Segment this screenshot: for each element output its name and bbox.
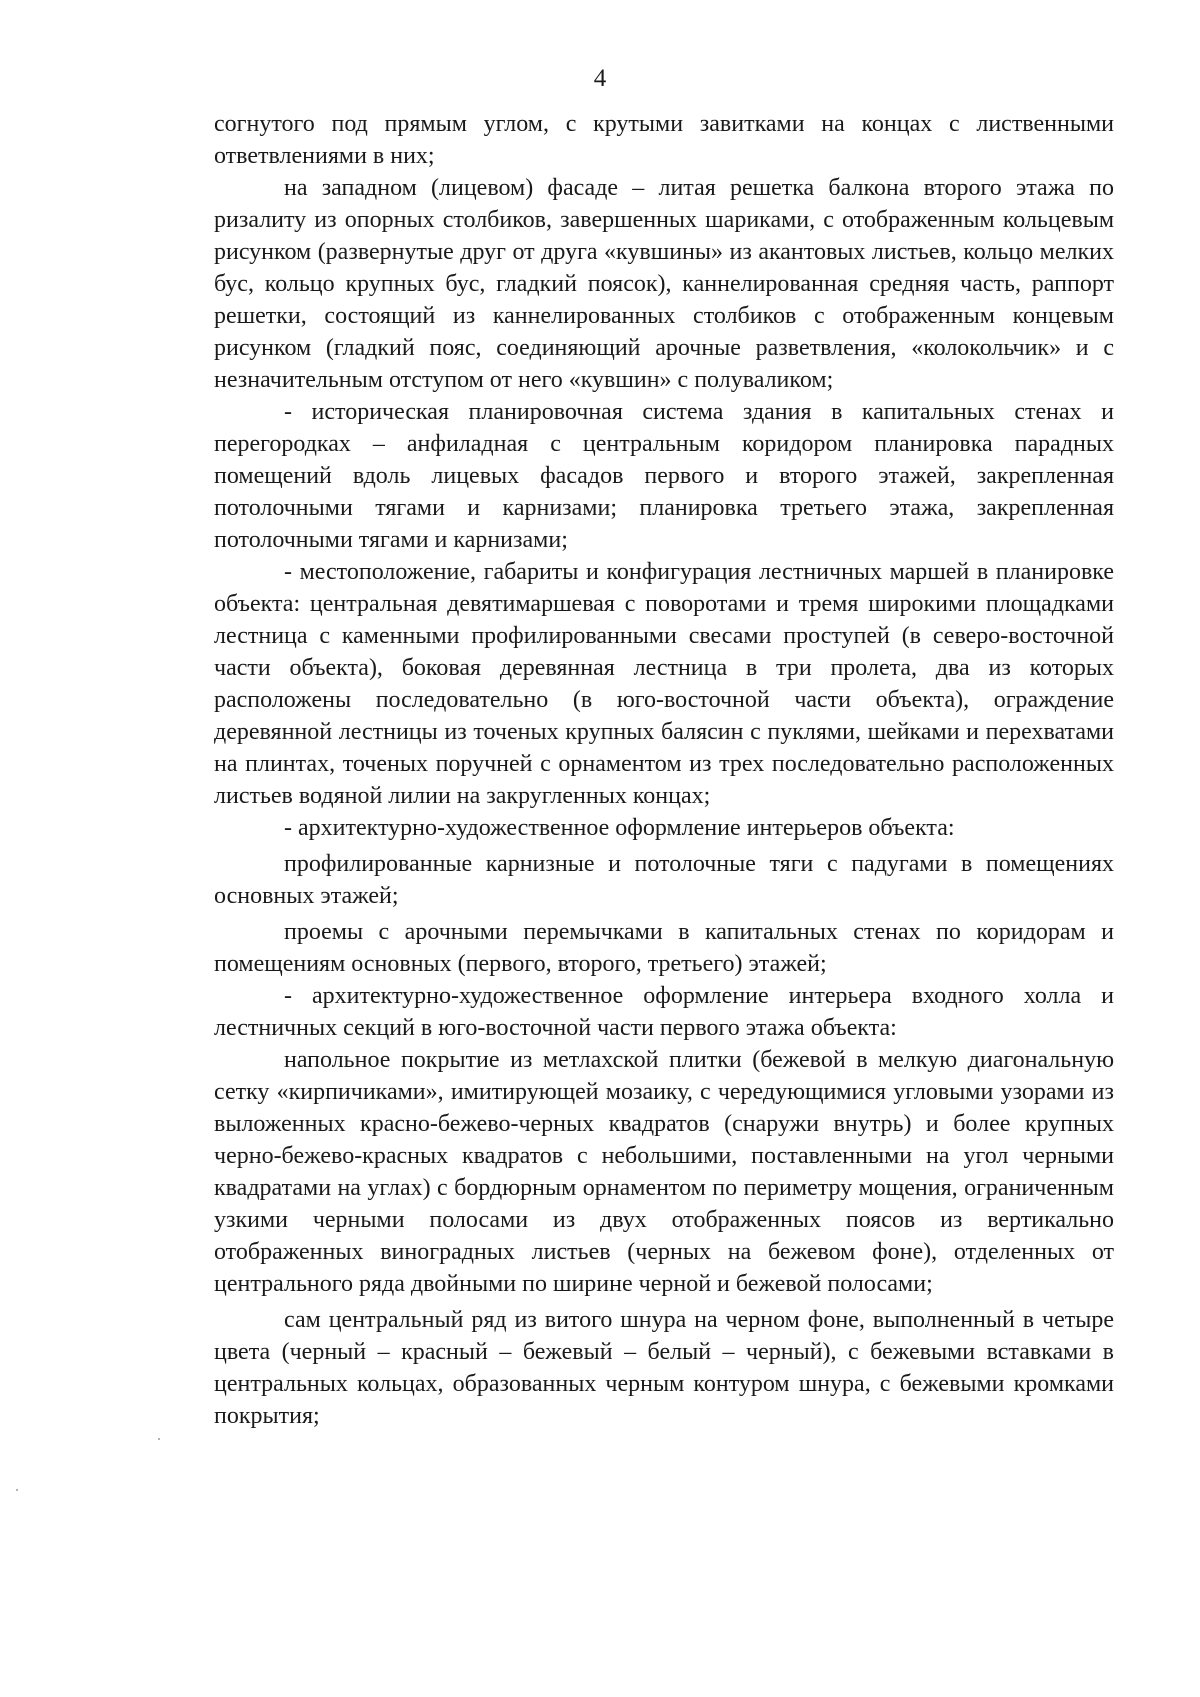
paragraph-7: проемы с арочными перемычками в капитальных стенах по коридорам и помещениям основных (первого, второго, третьего) этажей;: [214, 919, 1114, 977]
paragraph-2: на западном (лицевом) фасаде – литая решетка балкона второго этажа по ризалиту из опорных столбиков, завершенных шариками, с отображенным кольцевым рисунком (развернутые друг от друга «кувшины» из акантовых листьев, кольцо мелких бус, кольцо крупных бус, гладкий поясок), каннелированная средняя часть, раппорт решетки, состоящий из каннелированных столбиков с отображенным концевым рисунком (гладкий пояс, соединяющий арочные разветвления, «колокольчик» и с незначительным отступом от него «кувшин» с полуваликом;: [214, 175, 1114, 393]
paragraph-10: сам центральный ряд из витого шнура на черном фоне, выполненный в четыре цвета (черный – красный – бежевый – белый – черный), с бежевыми вставками в центральных кольцах, образованных черным контуром шнура, с бежевыми кромками покрытия;: [214, 1307, 1114, 1429]
paragraph-9: напольное покрытие из метлахской плитки (бежевой в мелкую диагональную сетку «кирпичиками», имитирующей мозаику, с чередующимися угловыми узорами из выложенных красно-бежево-черных квадратов (снаружи внутрь) и более крупных черно-бежево-красных квадратов с небольшими, поставленными на угол черными квадратами на углах) с бордюрным орнаментом по периметру мощения, ограниченным узкими черными полосами из двух отображенных поясов из вертикально отображенных виноградных листьев (черных на бежевом фоне), отделенных от центрального ряда двойными по ширине черной и бежевой полосами;: [214, 1047, 1114, 1297]
scan-speck: [158, 1438, 160, 1440]
paragraph-4: - местоположение, габариты и конфигурация лестничных маршей в планировке объекта: центральная девятимаршевая с поворотами и тремя широкими площадками лестница с каменными профилированными свесами проступей (в северо-восточной части объекта), боковая деревянная лестница в три пролета, два из которых расположены последовательно (в юго-восточной части объекта), ограждение деревянной лестницы из точеных крупных балясин с пуклями, шейками и перехватами на плинтах, точеных поручней с орнаментом из трех последовательно расположенных листьев водяной лилии на закругленных концах;: [214, 559, 1114, 809]
paragraph-3: - историческая планировочная система здания в капитальных стенах и перегородках – анфиладная с центральным коридором планировка парадных помещений вдоль лицевых фасадов первого и второго этажей, закрепленная потолочными тягами и карнизами; планировка третьего этажа, закрепленная потолочными тягами и карнизами;: [214, 399, 1114, 553]
paragraph-6: профилированные карнизные и потолочные тяги с падугами в помещениях основных этажей;: [214, 851, 1114, 909]
paragraph-5: - архитектурно-художественное оформление интерьеров объекта:: [284, 815, 955, 841]
paragraph-8: - архитектурно-художественное оформление интерьера входного холла и лестничных секций в юго-восточной части первого этажа объекта:: [214, 983, 1114, 1041]
paragraph-1: согнутого под прямым углом, с крутыми завитками на концах с лиственными ответвлениями в них;: [214, 111, 1114, 169]
scan-speck: [16, 1489, 18, 1491]
page-number: 4: [593, 65, 607, 92]
document-body: [214, 108, 1114, 1432]
